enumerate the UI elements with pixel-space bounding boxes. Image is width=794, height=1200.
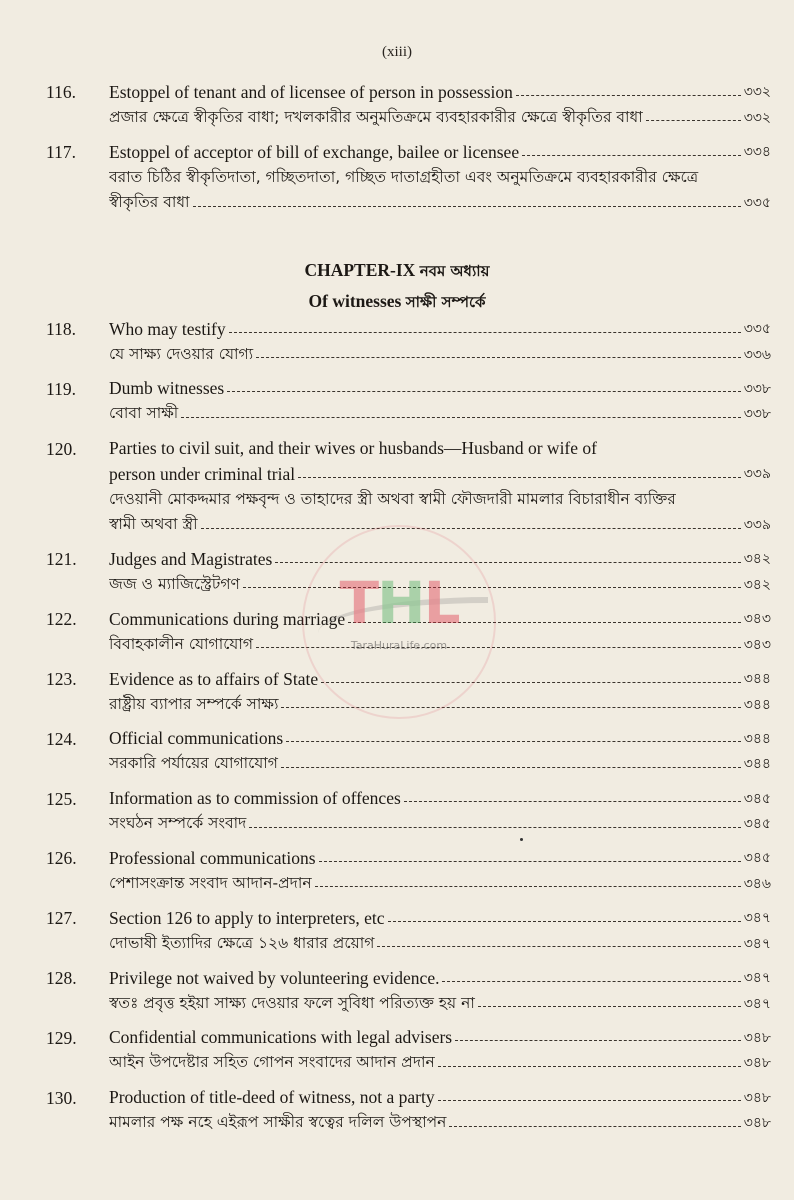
dot-leader — [315, 886, 741, 887]
entry-title: Information as to commission of offences — [109, 788, 401, 809]
section-number: 121. — [46, 549, 77, 570]
entry-title: Parties to civil suit, and their wives or husbands—Husband or wife of — [109, 438, 597, 459]
toc-entry — [0, 1085, 794, 1136]
page-ref: ৩৪৮ — [743, 1055, 771, 1072]
page-ref: ৩৩৮ — [743, 380, 771, 397]
toc-entry — [0, 1025, 794, 1076]
dot-leader — [516, 95, 741, 96]
dot-leader — [348, 622, 741, 623]
entry-title: সংঘঠন সম্পর্কে সংবাদ — [109, 814, 247, 833]
page-ref: ৩৪৮ — [743, 1089, 771, 1106]
dot-leader — [256, 647, 741, 648]
page-ref: ৩৩২ — [743, 84, 771, 100]
entry-title: মামলার পক্ষ নহে এইরূপ সাক্ষীর স্বত্বের দলিল উপস্থাপন — [109, 1113, 447, 1132]
page-ref: ৩৩৯ — [743, 466, 771, 483]
dot-leader — [404, 801, 741, 802]
entry-title: বিবাহকালীন যোগাযোগ — [109, 634, 254, 653]
dot-leader — [227, 391, 741, 392]
entry-line-bengali — [109, 401, 771, 427]
entry-title: জজ ও ম্যাজিস্ট্রেটগণ — [109, 574, 240, 593]
entry-title: পেশাসংক্রান্ত সংবাদ আদান-প্রদান — [109, 873, 312, 892]
entry-line-bengali — [109, 165, 771, 191]
watermark-letters: THL — [339, 569, 459, 637]
entry-title: Communications during marriage — [109, 608, 346, 629]
entry-title: Section 126 to apply to interpreters, etc — [109, 907, 385, 928]
entry-title: সরকারি পর্যায়ের যোগাযোগ — [109, 754, 278, 773]
entry-line-english — [109, 1085, 771, 1111]
page-ref: ৩৪৩ — [743, 611, 771, 628]
entry-line-bengali — [109, 512, 771, 538]
entry-line-english — [109, 786, 771, 812]
entry-line-bengali — [109, 487, 771, 513]
page-ref: ৩৩৮ — [743, 406, 771, 423]
entry-line-bengali — [109, 572, 771, 598]
entry-line-english — [109, 436, 771, 462]
toc-entry — [0, 786, 794, 837]
chapter-heading-en: CHAPTER-IX — [304, 260, 416, 280]
entry-line-english — [109, 666, 771, 692]
entry-title: Evidence as to affairs of State — [109, 668, 319, 689]
page-ref: ৩৪৪ — [743, 730, 771, 747]
toc-entry — [0, 666, 794, 717]
entry-line-bengali — [109, 1050, 771, 1076]
entry-title: বোবা সাক্ষী — [109, 404, 179, 423]
entry-line-bengali — [109, 871, 771, 897]
toc-entry — [0, 606, 794, 657]
entry-title: বরাত চিঠির স্বীকৃতিদাতা, গচ্ছিতদাতা, গচ্ছিত দাতাগ্রহীতা এবং অনুমতিক্রমে ব্যবহারকারীর ক্ষেত্রে — [109, 167, 699, 186]
dot-leader — [455, 1040, 741, 1041]
entry-line-bengali — [109, 105, 771, 131]
dot-leader — [438, 1066, 741, 1067]
section-number: 125. — [46, 788, 77, 809]
entry-line-bengali — [109, 692, 771, 718]
entry-line-bengali — [109, 1110, 771, 1136]
page-ref: ৩৪৭ — [743, 910, 771, 927]
entry-title: Production of title-deed of witness, not a party — [109, 1087, 435, 1108]
toc-entry — [0, 139, 794, 216]
dot-leader — [319, 861, 741, 862]
toc-entry — [0, 546, 794, 597]
page-ref: ৩৩৪ — [743, 144, 771, 160]
entry-line-english — [109, 139, 771, 165]
entry-line-english — [109, 965, 771, 991]
entry-title: Dumb witnesses — [109, 378, 225, 399]
section-number: 122. — [46, 609, 77, 630]
section-number: 117. — [46, 142, 76, 162]
dot-leader — [229, 332, 741, 333]
dot-leader — [275, 562, 740, 563]
page-ref: ৩৪৭ — [743, 995, 771, 1012]
dot-leader — [377, 946, 740, 947]
page-ref: ৩৪৭ — [743, 970, 771, 986]
page-ref: ৩৪২ — [743, 551, 771, 568]
entry-line-bengali — [109, 931, 771, 957]
dot-leader — [522, 155, 741, 156]
entry-title: স্বীকৃতির বাধা — [109, 193, 190, 211]
entry-line-bengali — [109, 190, 771, 216]
chapter-title-en: Of witnesses — [308, 291, 402, 311]
toc-entry — [0, 376, 794, 427]
entry-title: আইন উপদেষ্টার সহিত গোপন সংবাদের আদান প্রদান — [109, 1053, 435, 1072]
page-ref: ৩৩৫ — [743, 195, 771, 211]
entry-title: স্বতঃ প্রবৃত্ত হইয়া সাক্ষ্য দেওয়ার ফলে সুবিধা পরিত্যক্ত হয় না — [109, 993, 475, 1012]
dot-leader — [388, 921, 741, 922]
page-ref: ৩৪৭ — [743, 935, 771, 952]
entry-title: স্বামী অথবা স্ত্রী — [109, 515, 198, 534]
dot-leader — [193, 206, 741, 207]
page-ref: ৩৪৮ — [743, 1029, 771, 1046]
chapter-title — [0, 291, 794, 316]
page-ref: ৩৩৫ — [743, 321, 771, 337]
watermark-site: TaraHuraLife.com — [350, 639, 448, 652]
entry-line-english — [109, 546, 771, 572]
entry-title: Privilege not waived by volunteering evidence. — [109, 967, 440, 988]
page-ref: ৩৩২ — [743, 109, 771, 126]
page-ref: ৩৪৩ — [743, 636, 771, 653]
dot-leader — [449, 1126, 740, 1127]
entry-line-bengali — [109, 991, 771, 1017]
dot-leader — [256, 357, 741, 358]
dot-leader — [181, 417, 741, 418]
entry-line-english — [109, 726, 771, 752]
dot-leader — [201, 528, 741, 529]
entry-line-english — [109, 316, 771, 342]
chapter-title-bn: সাক্ষী সম্পর্কে — [405, 293, 486, 311]
entry-line-bengali — [109, 342, 771, 368]
page-ref: ৩৪৪ — [743, 696, 771, 713]
chapter-heading-bn: নবম অধ্যায় — [419, 262, 490, 280]
page-ref: ৩৩৯ — [743, 517, 771, 534]
entry-title: প্রজার ক্ষেত্রে স্বীকৃতির বাধা; দখলকারীর অনুমতিক্রমে ব্যবহারকারীর ক্ষেত্রে স্বীকৃতির বাধা — [109, 107, 643, 126]
page-ref: ৩৪২ — [743, 576, 771, 593]
entry-line-english — [109, 606, 771, 632]
page-number: (xiii) — [382, 44, 412, 60]
stray-dot — [520, 838, 523, 841]
page-ref: ৩৪৬ — [743, 875, 771, 892]
dot-leader — [438, 1100, 741, 1101]
dot-leader — [286, 741, 741, 742]
entry-line-english — [109, 845, 771, 871]
entry-line-english — [109, 79, 771, 105]
section-number: 118. — [46, 319, 76, 339]
dot-leader — [281, 767, 741, 768]
dot-leader — [321, 682, 741, 683]
page-ref: ৩৪৫ — [743, 850, 771, 867]
section-number: 120. — [46, 438, 77, 459]
entry-title: Official communications — [109, 728, 284, 749]
toc-entry — [0, 965, 794, 1016]
toc-entry — [0, 845, 794, 896]
page-ref: ৩৪৪ — [743, 756, 771, 773]
section-number: 128. — [46, 968, 77, 988]
toc-entry — [0, 79, 794, 130]
page-ref: ৩৪৮ — [743, 1115, 771, 1132]
entry-title: person under criminal trial — [109, 463, 296, 484]
dot-leader — [478, 1006, 741, 1007]
chapter-heading — [0, 260, 794, 285]
entry-line-english — [109, 376, 771, 402]
toc-entry — [0, 436, 794, 538]
section-number: 116. — [46, 82, 76, 102]
section-number: 127. — [46, 908, 77, 929]
entry-title: যে সাক্ষ্য দেওয়ার যোগ্য — [109, 344, 254, 363]
section-number: 130. — [46, 1087, 77, 1108]
entry-title: Professional communications — [109, 847, 316, 868]
entry-title: দেওয়ানী মোকদ্দমার পক্ষবৃন্দ ও তাহাদের স্ত্রী অথবা স্বামী ফৌজদারী মামলার বিচারাধীন ব্যক্তির — [109, 489, 676, 508]
page-ref: ৩৪৪ — [743, 671, 771, 687]
entry-title: Judges and Magistrates — [109, 548, 273, 569]
section-number: 119. — [46, 378, 76, 399]
dot-leader — [281, 707, 740, 708]
section-number: 124. — [46, 728, 77, 749]
dot-leader — [442, 981, 740, 982]
dot-leader — [646, 120, 741, 121]
section-number: 123. — [46, 669, 77, 689]
entry-line-english — [109, 905, 771, 931]
entry-title: রাষ্ট্রীয় ব্যাপার সম্পর্কে সাক্ষ্য — [109, 694, 279, 713]
entry-title: দোভাষী ইত্যাদির ক্ষেত্রে ১২৬ ধারার প্রয়োগ — [109, 933, 375, 952]
page-ref: ৩৪৫ — [743, 790, 771, 807]
toc-entry — [0, 316, 794, 367]
entry-line-bengali — [109, 632, 771, 658]
entry-line-english — [109, 461, 771, 487]
entry-line-english — [109, 1025, 771, 1051]
entry-title: Estoppel of tenant and of licensee of person in possession — [109, 81, 513, 102]
toc-entry — [0, 726, 794, 777]
entry-line-bengali — [109, 811, 771, 837]
page-ref: ৩৩৬ — [743, 346, 771, 363]
entry-title: Confidential communications with legal advisers — [109, 1027, 453, 1048]
dot-leader — [249, 827, 740, 828]
page-ref: ৩৪৫ — [743, 816, 771, 833]
section-number: 126. — [46, 848, 77, 869]
entry-title: Estoppel of acceptor of bill of exchange, bailee or licensee — [109, 141, 520, 162]
dot-leader — [243, 587, 741, 588]
toc-entry — [0, 905, 794, 956]
section-number: 129. — [46, 1027, 77, 1048]
entry-line-bengali — [109, 751, 771, 777]
dot-leader — [298, 477, 741, 478]
entry-title: Who may testify — [109, 318, 226, 339]
